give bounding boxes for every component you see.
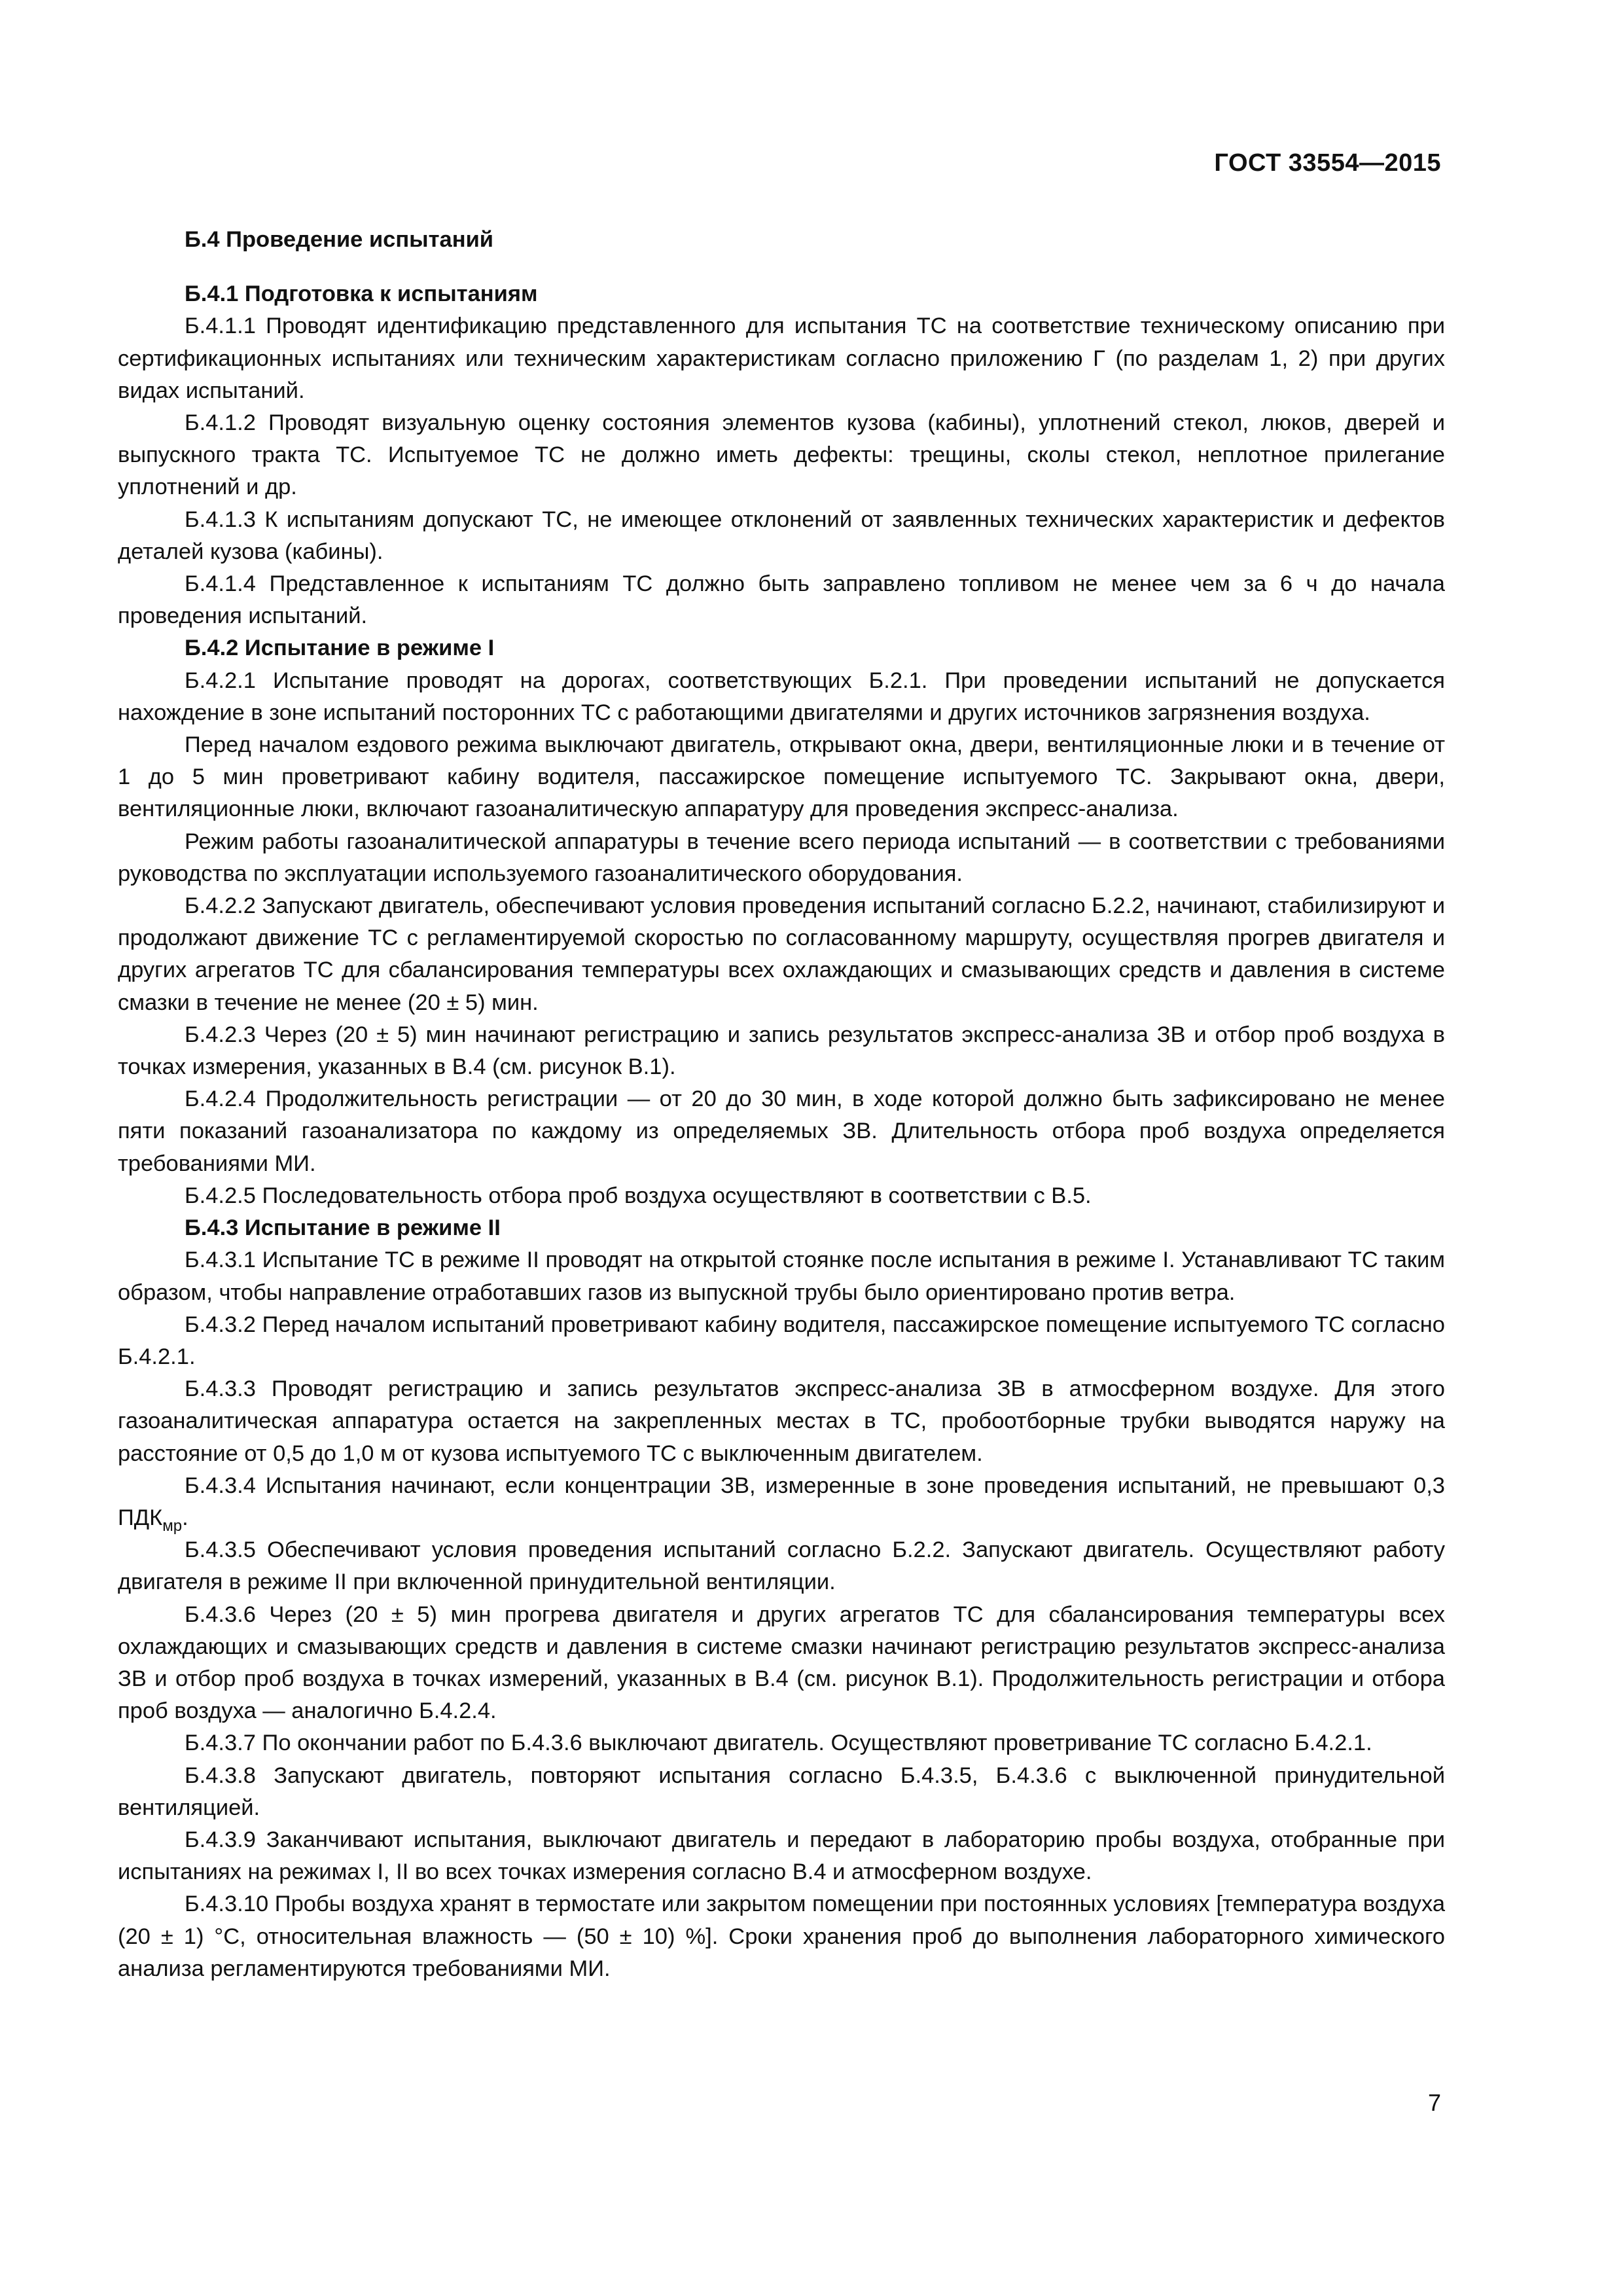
paragraph-b4-1-1: Б.4.1.1 Проводят идентификацию представленного для испытания ТС на соответствие техническому описанию при сертификационных испытаниях или техническим характеристикам согласно приложению Г (по разделам 1, 2) при других видах испытаний. (118, 314, 1445, 403)
page-number: 7 (1427, 2089, 1441, 2116)
paragraph-b4-3-9: Б.4.3.9 Заканчивают испытания, выключают двигатель и передают в лабораторию пробы воздуха, отобранные при испытаниях на режимах I, II во всех точках измерения согласно В.4 и атмосферном воздухе. (118, 1827, 1445, 1885)
paragraph-b4-3-2: Б.4.3.2 Перед началом испытаний проветривают кабину водителя, пассажирское помещение испытуемого ТС согласно Б.4.2.1. (118, 1312, 1445, 1369)
paragraph-b4-3-4 (118, 1470, 1445, 1534)
paragraph-b4-2-4: Б.4.2.4 Продолжительность регистрации — от 20 до 30 мин, в ходе которой должно быть зафиксировано не менее пяти показаний газоанализатора по каждому из определяемых ЗВ. Длительность отбора проб воздуха определяется требованиями МИ. (118, 1086, 1445, 1176)
paragraph-b4-1-4: Б.4.1.4 Представленное к испытаниям ТС должно быть заправлено топливом не менее чем за 6 ч до начала проведения испытаний. (118, 571, 1445, 629)
paragraph-b4-3-1: Б.4.3.1 Испытание ТС в режиме II проводят на открытой стоянке после испытания в режиме I. Устанавливают ТС таким образом, чтобы направление отработавших газов из выпускной трубы было ориентировано против ветра. (118, 1247, 1445, 1305)
paragraph-b4-1-2: Б.4.1.2 Проводят визуальную оценку состояния элементов кузова (кабины), уплотнений стекол, люков, дверей и выпускного тракта ТС. Испытуемое ТС не должно иметь дефекты: трещины, сколы стекол, неплотное прилегание уплотнений и др. (118, 410, 1445, 500)
paragraph-b4-3-4-end: . (182, 1505, 188, 1530)
subsection-heading-preparation: Б.4.1 Подготовка к испытаниям (185, 281, 538, 307)
paragraph-b4-2-1-equipment-mode: Режим работы газоаналитической аппаратуры в течение всего периода испытаний — в соответствии с требованиями руководства по эксплуатации используемого газоаналитического оборудования. (118, 829, 1445, 886)
paragraph-b4-2-1: Б.4.2.1 Испытание проводят на дорогах, соответствующих Б.2.1. При проведении испытаний не допускается нахождение в зоне испытаний посторонних ТС с работающими двигателями и других источников загрязнения воздуха. (118, 668, 1445, 725)
paragraph-b4-1-3: Б.4.1.3 К испытаниям допускают ТС, не имеющее отклонений от заявленных технических характеристик и дефектов деталей кузова (кабины). (118, 507, 1445, 564)
paragraph-b4-2-2: Б.4.2.2 Запускают двигатель, обеспечивают условия проведения испытаний согласно Б.2.2, начинают, стабилизируют и продолжают движение ТС с регламентируемой скоростью по согласованному маршруту, осуществляя прогрев двигателя и других агрегатов ТС для сбалансирования температуры всех охлаждающих и смазывающих средств и давления в системе смазки в течение не менее (20 ± 5) мин. (118, 893, 1445, 1015)
paragraph-b4-3-8: Б.4.3.8 Запускают двигатель, повторяют испытания согласно Б.4.3.5, Б.4.3.6 с выключенной принудительной вентиляцией. (118, 1763, 1445, 1820)
pdk-subscript: мр (162, 1516, 183, 1535)
document-standard-id: ГОСТ 33554—2015 (1214, 149, 1441, 177)
paragraph-b4-3-6: Б.4.3.6 Через (20 ± 5) мин прогрева двигателя и других агрегатов ТС для сбалансирования температуры всех охлаждающих и смазывающих средств и давления в системе смазки начинают регистрацию результатов экспресс-анализа ЗВ и отбор проб воздуха в точках измерений, указанных в В.4 (см. рисунок В.1). Продолжительность регистрации и отбора проб воздуха — аналогично Б.4.2.4. (118, 1602, 1445, 1724)
paragraph-b4-2-1-ventilation: Перед началом ездового режима выключают двигатель, открывают окна, двери, вентиляционные люки и в течение от 1 до 5 мин проветривают кабину водителя, пассажирское помещение испытуемого ТС. Закрывают окна, двери, вентиляционные люки, включают газоаналитическую аппаратуру для проведения экспресс-анализа. (118, 732, 1445, 822)
section-heading: Б.4 Проведение испытаний (185, 227, 493, 252)
paragraph-b4-3-5: Б.4.3.5 Обеспечивают условия проведения испытаний согласно Б.2.2. Запускают двигатель. Осуществляют работу двигателя в режиме II при включенной принудительной вентиляции. (118, 1537, 1445, 1595)
subsection-heading-mode-1: Б.4.2 Испытание в режиме I (185, 636, 495, 661)
paragraph-b4-2-3: Б.4.2.3 Через (20 ± 5) мин начинают регистрацию и запись результатов экспресс-анализа ЗВ и отбор проб воздуха в точках измерения, указанных в В.4 (см. рисунок В.1). (118, 1022, 1445, 1080)
subsection-heading-mode-2: Б.4.3 Испытание в режиме II (185, 1215, 501, 1241)
paragraph-b4-2-5: Б.4.2.5 Последовательность отбора проб воздуха осуществляют в соответствии с В.5. (185, 1183, 1092, 1208)
paragraph-b4-3-7: Б.4.3.7 По окончании работ по Б.4.3.6 выключают двигатель. Осуществляют проветривание ТС согласно Б.4.2.1. (185, 1731, 1372, 1756)
paragraph-b4-3-10: Б.4.3.10 Пробы воздуха хранят в термостате или закрытом помещении при постоянных условиях [температура воздуха (20 ± 1) °С, относительная влажность — (50 ± 10) %]. Сроки хранения проб до выполнения лабораторного химического анализа регламентируются требованиями МИ. (118, 1892, 1445, 1981)
document-body (118, 224, 1445, 1985)
paragraph-b4-3-3: Б.4.3.3 Проводят регистрацию и запись результатов экспресс-анализа ЗВ в атмосферном воздухе. Для этого газоаналитическая аппаратура остается на закрепленных местах в ТС, пробоотборные трубки выводятся наружу на расстояние от 0,5 до 1,0 м от кузова испытуемого ТС с выключенным двигателем. (118, 1376, 1445, 1466)
paragraph-b4-3-4-text: Б.4.3.4 Испытания начинают, если концентрации ЗВ, измеренные в зоне проведения испытаний, не превышают 0,3 ПДК (118, 1473, 1445, 1530)
